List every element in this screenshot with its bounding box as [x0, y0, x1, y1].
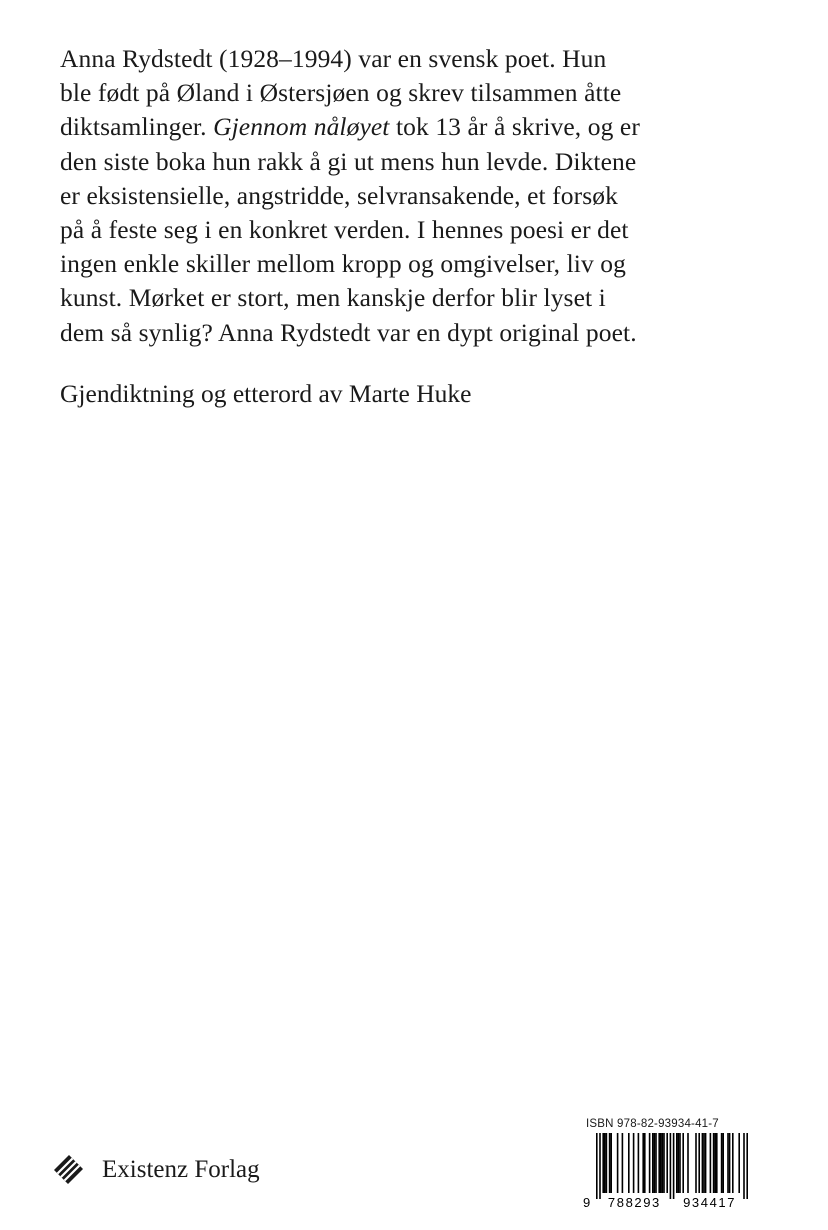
description-line: er eksistensielle, angstridde, selvransakende, et forsøk: [60, 180, 618, 210]
barcode-bar: [596, 1133, 598, 1199]
barcode-bar: [644, 1133, 646, 1193]
translation-credit: Gjendiktning og etterord av Marte Huke: [60, 379, 472, 408]
publisher-block: [52, 1152, 260, 1188]
isbn-barcode: [580, 1116, 766, 1212]
barcode-bar: [663, 1133, 665, 1193]
description-text: diktsamlinger.: [60, 112, 214, 142]
barcode-bar: [682, 1133, 684, 1193]
barcode-bar: [638, 1133, 640, 1193]
barcode-bar: [662, 1133, 664, 1193]
barcode-bar: [721, 1133, 723, 1193]
barcode-bar: [610, 1133, 612, 1193]
barcode-bar: [705, 1133, 707, 1193]
existenz-logo-icon: [52, 1153, 86, 1187]
barcode-bar: [654, 1133, 656, 1193]
barcode-bar: [622, 1133, 624, 1193]
barcode-bar: [676, 1133, 678, 1193]
barcode-bar: [642, 1133, 644, 1193]
barcode-bar: [743, 1133, 745, 1199]
barcode-lead-digit: 9: [583, 1195, 592, 1210]
barcode-bar: [703, 1133, 705, 1193]
barcode-bar: [666, 1133, 668, 1193]
barcode-bar: [609, 1133, 611, 1193]
description-line: på å feste seg i en konkret verden. I hennes poesi er det: [60, 215, 629, 245]
barcode-bar: [687, 1133, 689, 1193]
description-line: [60, 110, 780, 144]
barcode-bar: [660, 1133, 662, 1193]
barcode-bar: [732, 1133, 734, 1193]
description-line: ble født på Øland i Østersjøen og skrev tilsammen åtte: [60, 78, 622, 108]
barcode-bar: [679, 1133, 681, 1193]
barcode-bar: [599, 1133, 601, 1199]
description-text: tok 13 år å skrive, og er: [389, 112, 640, 142]
description-line: dem så synlig? Anna Rydstedt var en dypt original poet.: [60, 317, 637, 347]
barcode-bar: [722, 1133, 724, 1193]
barcode-bar: [710, 1133, 712, 1193]
barcode-bar: [604, 1133, 606, 1193]
barcode-digits-left: 788293: [607, 1195, 661, 1210]
barcode-bar: [649, 1133, 651, 1193]
publisher-name: Existenz Forlag: [102, 1156, 260, 1183]
barcode-bar: [670, 1133, 672, 1199]
barcode-bar: [738, 1133, 740, 1193]
barcode-bar: [652, 1133, 654, 1193]
barcode-bar: [606, 1133, 608, 1193]
description-line: den siste boka hun rakk å gi ut mens hun levde. Diktene: [60, 146, 637, 176]
barcode-bar: [633, 1133, 635, 1193]
isbn-label: ISBN 978-82-93934-41-7: [586, 1118, 719, 1130]
barcode-bar: [628, 1133, 630, 1193]
barcode-bar: [716, 1133, 718, 1193]
barcode-bar: [695, 1133, 697, 1193]
barcode-bar: [655, 1133, 657, 1193]
barcode-bar: [702, 1133, 704, 1193]
barcode-bar: [617, 1133, 619, 1193]
description-line: Anna Rydstedt (1928–1994) var en svensk poet. Hun: [60, 44, 607, 73]
barcode-bar: [678, 1133, 680, 1193]
description-line: kunst. Mørket er stort, men kanskje derfor blir lyset i: [60, 283, 606, 313]
barcode-graphic: [580, 1133, 766, 1211]
book-title: Gjennom nåløyet: [213, 112, 390, 142]
barcode-bar: [602, 1133, 604, 1193]
description-line: ingen enkle skiller mellom kropp og omgivelser, liv og: [60, 249, 626, 279]
back-cover-description: [60, 42, 780, 350]
barcode-bar: [713, 1133, 715, 1193]
barcode-bar: [698, 1133, 700, 1193]
barcode-bar: [714, 1133, 716, 1193]
barcode-bar: [658, 1133, 660, 1193]
barcode-bar: [727, 1133, 729, 1193]
barcode-digits-right: 934417: [683, 1195, 737, 1210]
barcode-bar: [673, 1133, 675, 1199]
barcode-bar: [729, 1133, 731, 1193]
barcode-bar: [746, 1133, 748, 1199]
